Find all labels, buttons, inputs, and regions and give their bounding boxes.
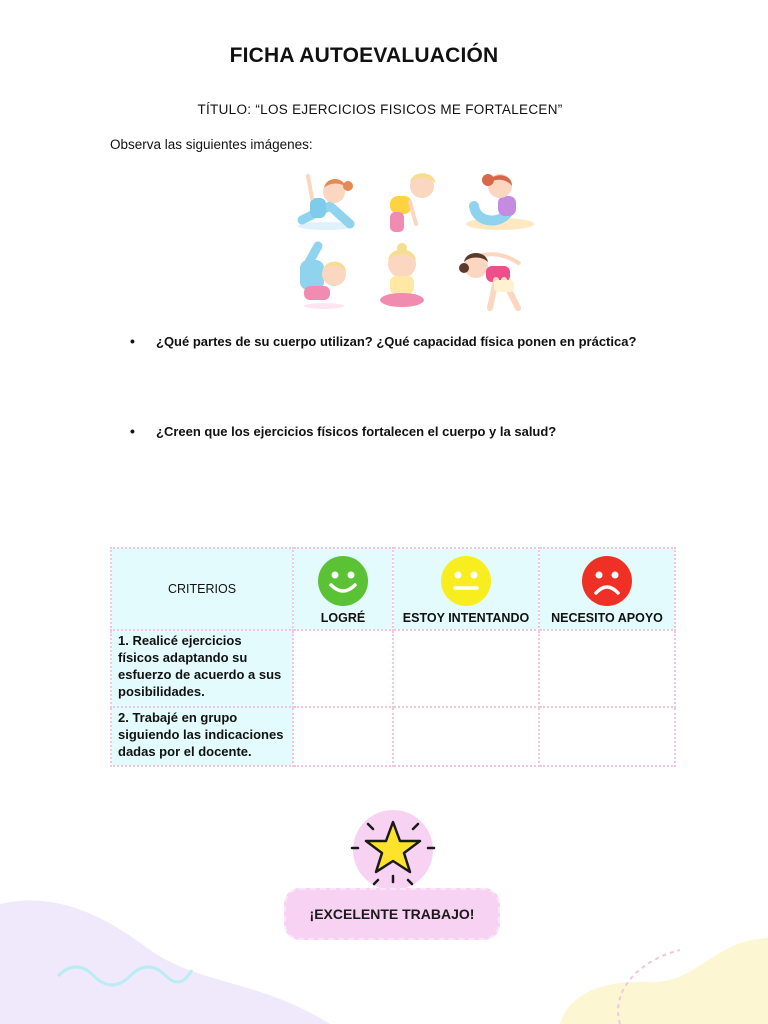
level-achieved-header — [293, 548, 393, 630]
kid-side-lunge-figure — [459, 253, 520, 308]
criterion-cell: 1. Realicé ejercicios físicos adaptando su esfuerzo de acuerdo a sus posibilidades. — [111, 630, 293, 707]
kids-exercising-illustration — [290, 168, 540, 316]
table-header-row — [111, 548, 675, 630]
bullet: • — [130, 423, 135, 439]
worksheet-subtitle: TÍTULO: “LOS EJERCICIOS FISICOS ME FORTALECEN” — [197, 102, 563, 117]
mark-cell-needs-help[interactable] — [539, 707, 675, 766]
excellent-work-banner: ¡EXCELENTE TRABAJO! — [284, 888, 500, 940]
kid-shoulder-stand-figure — [300, 246, 346, 309]
question-text: ¿Creen que los ejercicios físicos fortalecen el cuerpo y la salud? — [156, 424, 557, 439]
kid-bow-pose-figure — [466, 174, 534, 230]
criterion-cell: 2. Trabajé en grupo siguiendo las indicaciones dadas por el docente. — [111, 707, 293, 766]
level-label: NECESITO APOYO — [551, 611, 663, 625]
neutral-face-icon — [440, 555, 492, 607]
question-text: ¿Qué partes de su cuerpo utilizan? ¿Qué capacidad física ponen en práctica? — [156, 334, 637, 349]
bullet: • — [130, 333, 135, 349]
criteria-header: CRITERIOS — [111, 548, 293, 630]
instruction-text: Observa las siguientes imágenes: — [110, 137, 313, 152]
page-title: FICHA AUTOEVALUACIÓN — [229, 44, 499, 67]
level-label: LOGRÉ — [320, 611, 366, 625]
self-evaluation-table — [110, 547, 676, 767]
level-trying-header — [393, 548, 539, 630]
mark-cell-needs-help[interactable] — [539, 630, 675, 707]
sad-face-icon — [581, 555, 633, 607]
mark-cell-trying[interactable] — [393, 707, 539, 766]
kid-meditation-figure — [380, 243, 424, 307]
happy-face-icon — [317, 555, 369, 607]
kid-forward-bend-figure — [390, 173, 436, 232]
table-row — [111, 707, 675, 766]
star-icon — [348, 810, 438, 890]
kid-side-stretch-figure — [298, 176, 354, 230]
mark-cell-trying[interactable] — [393, 630, 539, 707]
level-needs-help-header — [539, 548, 675, 630]
mark-cell-achieved[interactable] — [293, 707, 393, 766]
level-label: ESTOY INTENTANDO — [402, 611, 530, 625]
decorative-yellow-blob — [540, 930, 768, 1024]
mark-cell-achieved[interactable] — [293, 630, 393, 707]
table-row — [111, 630, 675, 707]
